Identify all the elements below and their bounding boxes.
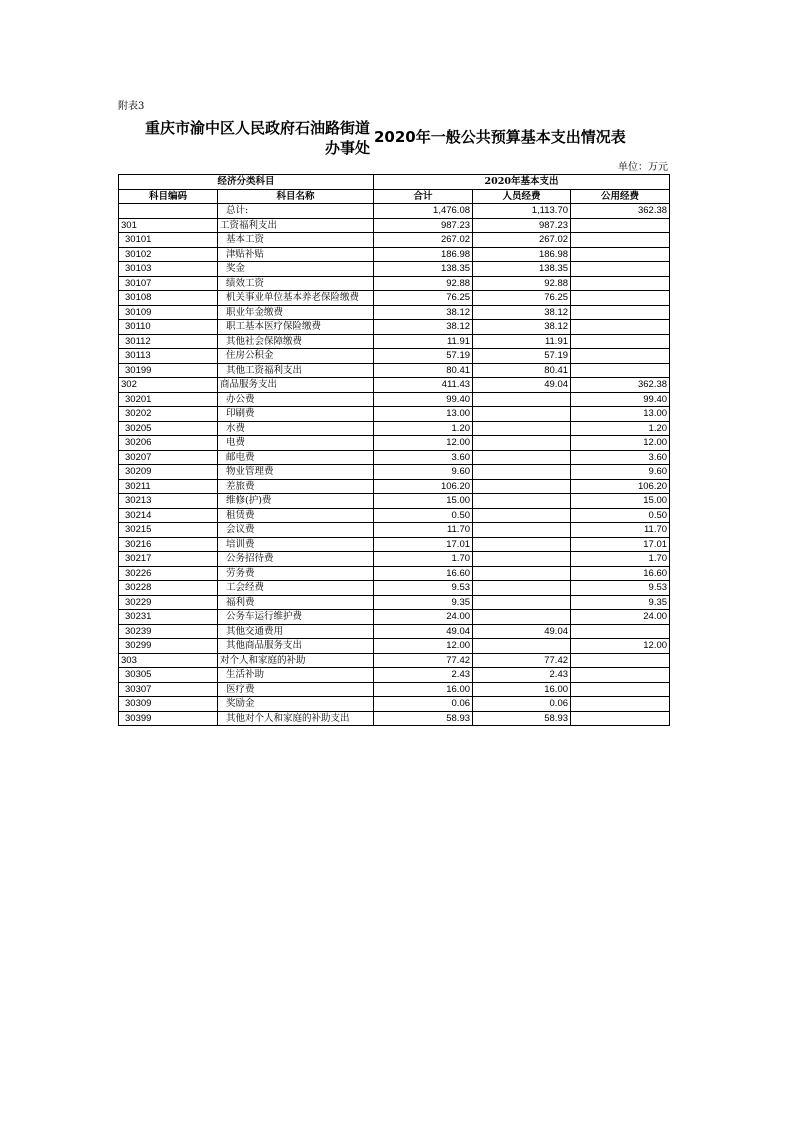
- document-title-org: [118, 118, 370, 158]
- cell-public: 3.60: [571, 450, 670, 465]
- cell-code: 30108: [119, 291, 218, 306]
- cell-personnel: [473, 566, 571, 581]
- cell-total: 411.43: [374, 378, 473, 393]
- cell-name: 工资福利支出: [218, 218, 374, 233]
- cell-personnel: 16.00: [473, 682, 571, 697]
- cell-name: 对个人和家庭的补助: [218, 653, 374, 668]
- cell-name: 其他工资福利支出: [218, 363, 374, 378]
- cell-name: 其他对个人和家庭的补助支出: [218, 711, 374, 726]
- cell-personnel: [473, 407, 571, 422]
- cell-public: 1.70: [571, 552, 670, 567]
- header-group-row: [119, 175, 670, 190]
- cell-code: 30217: [119, 552, 218, 567]
- cell-code: 30229: [119, 595, 218, 610]
- cell-total: 15.00: [374, 494, 473, 509]
- cell-public: [571, 334, 670, 349]
- cell-name: 职工基本医疗保险缴费: [218, 320, 374, 335]
- table-row: [119, 465, 670, 480]
- cell-personnel: [473, 581, 571, 596]
- cell-personnel: [473, 639, 571, 654]
- cell-public: [571, 305, 670, 320]
- cell-total: 16.00: [374, 682, 473, 697]
- cell-total: 76.25: [374, 291, 473, 306]
- cell-total: 0.50: [374, 508, 473, 523]
- cell-personnel: 77.42: [473, 653, 571, 668]
- unit-label: 单位：万元: [618, 162, 668, 173]
- cell-total: 80.41: [374, 363, 473, 378]
- cell-public: 24.00: [571, 610, 670, 625]
- cell-public: 12.00: [571, 639, 670, 654]
- cell-public: 99.40: [571, 392, 670, 407]
- cell-name: 绩效工资: [218, 276, 374, 291]
- table-row: [119, 378, 670, 393]
- cell-name: 公务招待费: [218, 552, 374, 567]
- cell-total: 11.70: [374, 523, 473, 538]
- cell-code: 30228: [119, 581, 218, 596]
- table-row: [119, 610, 670, 625]
- table-row: [119, 697, 670, 712]
- cell-name: 住房公积金: [218, 349, 374, 364]
- table-row: [119, 639, 670, 654]
- cell-total: 16.60: [374, 566, 473, 581]
- cell-public: [571, 363, 670, 378]
- cell-personnel: 11.91: [473, 334, 571, 349]
- cell-personnel: 49.04: [473, 378, 571, 393]
- cell-personnel: 57.19: [473, 349, 571, 364]
- table-row: [119, 494, 670, 509]
- table-row: [119, 262, 670, 277]
- cell-public: 16.60: [571, 566, 670, 581]
- cell-code: 30207: [119, 450, 218, 465]
- cell-code: 30211: [119, 479, 218, 494]
- cell-code: 30214: [119, 508, 218, 523]
- cell-total: 267.02: [374, 233, 473, 248]
- cell-name: 商品服务支出: [218, 378, 374, 393]
- table-row: [119, 508, 670, 523]
- table-row: [119, 349, 670, 364]
- cell-name: 维修(护)费: [218, 494, 374, 509]
- cell-total: 99.40: [374, 392, 473, 407]
- cell-public: [571, 668, 670, 683]
- cell-public: [571, 233, 670, 248]
- header-personnel: 人员经费: [473, 189, 571, 204]
- cell-name: 奖金: [218, 262, 374, 277]
- cell-name: 会议费: [218, 523, 374, 538]
- table-row: [119, 421, 670, 436]
- cell-code: 30199: [119, 363, 218, 378]
- cell-code: 30239: [119, 624, 218, 639]
- cell-personnel: 58.93: [473, 711, 571, 726]
- table-row: [119, 334, 670, 349]
- cell-code: 30209: [119, 465, 218, 480]
- cell-name: 其他社会保障缴费: [218, 334, 374, 349]
- cell-personnel: 0.06: [473, 697, 571, 712]
- table-row: [119, 363, 670, 378]
- cell-name: 培训费: [218, 537, 374, 552]
- cell-personnel: [473, 595, 571, 610]
- cell-personnel: [473, 421, 571, 436]
- cell-public: [571, 320, 670, 335]
- cell-code: 30307: [119, 682, 218, 697]
- cell-name: 办公费: [218, 392, 374, 407]
- cell-total: 9.35: [374, 595, 473, 610]
- table-row: [119, 233, 670, 248]
- cell-name: 医疗费: [218, 682, 374, 697]
- cell-total: 11.91: [374, 334, 473, 349]
- table-row: [119, 479, 670, 494]
- cell-personnel: 138.35: [473, 262, 571, 277]
- table-row: [119, 450, 670, 465]
- cell-total: 987.23: [374, 218, 473, 233]
- cell-total: 186.98: [374, 247, 473, 262]
- cell-name: 总计:: [218, 204, 374, 219]
- cell-public: 11.70: [571, 523, 670, 538]
- table-row: [119, 682, 670, 697]
- cell-personnel: 76.25: [473, 291, 571, 306]
- cell-code: 30112: [119, 334, 218, 349]
- cell-code: 30226: [119, 566, 218, 581]
- cell-personnel: 80.41: [473, 363, 571, 378]
- cell-name: 水费: [218, 421, 374, 436]
- cell-code: 30399: [119, 711, 218, 726]
- cell-total: 9.60: [374, 465, 473, 480]
- cell-public: [571, 291, 670, 306]
- cell-total: 49.04: [374, 624, 473, 639]
- cell-code: 30202: [119, 407, 218, 422]
- cell-public: 13.00: [571, 407, 670, 422]
- cell-personnel: 987.23: [473, 218, 571, 233]
- cell-personnel: [473, 537, 571, 552]
- cell-code: 30215: [119, 523, 218, 538]
- cell-personnel: [473, 479, 571, 494]
- cell-public: [571, 711, 670, 726]
- cell-personnel: [473, 436, 571, 451]
- cell-name: 其他交通费用: [218, 624, 374, 639]
- cell-code: 30206: [119, 436, 218, 451]
- cell-total: 12.00: [374, 639, 473, 654]
- table-row: [119, 291, 670, 306]
- cell-code: 30107: [119, 276, 218, 291]
- table-row: [119, 711, 670, 726]
- cell-name: 基本工资: [218, 233, 374, 248]
- cell-public: 17.01: [571, 537, 670, 552]
- cell-public: 9.60: [571, 465, 670, 480]
- cell-total: 106.20: [374, 479, 473, 494]
- budget-table: [118, 174, 670, 726]
- cell-name: 津贴补贴: [218, 247, 374, 262]
- cell-personnel: 1,113.70: [473, 204, 571, 219]
- table-row: [119, 581, 670, 596]
- table-row: [119, 392, 670, 407]
- cell-name: 物业管理费: [218, 465, 374, 480]
- cell-public: 1.20: [571, 421, 670, 436]
- cell-total: 92.88: [374, 276, 473, 291]
- table-row: [119, 537, 670, 552]
- table-row: [119, 566, 670, 581]
- table-row: [119, 218, 670, 233]
- table-row: [119, 320, 670, 335]
- cell-personnel: [473, 523, 571, 538]
- cell-total: 1.20: [374, 421, 473, 436]
- cell-personnel: 92.88: [473, 276, 571, 291]
- cell-total: 12.00: [374, 436, 473, 451]
- cell-code: 30113: [119, 349, 218, 364]
- cell-code: 30299: [119, 639, 218, 654]
- cell-total: 138.35: [374, 262, 473, 277]
- cell-code: 30102: [119, 247, 218, 262]
- cell-public: [571, 682, 670, 697]
- cell-public: 0.50: [571, 508, 670, 523]
- cell-name: 工会经费: [218, 581, 374, 596]
- table-row: [119, 595, 670, 610]
- cell-total: 9.53: [374, 581, 473, 596]
- cell-name: 差旅费: [218, 479, 374, 494]
- cell-name: 公务车运行维护费: [218, 610, 374, 625]
- table-row: [119, 552, 670, 567]
- cell-code: 302: [119, 378, 218, 393]
- attachment-label: 附表3: [118, 101, 145, 112]
- cell-total: 38.12: [374, 305, 473, 320]
- cell-public: 362.38: [571, 378, 670, 393]
- cell-name: 其他商品服务支出: [218, 639, 374, 654]
- cell-name: 生活补助: [218, 668, 374, 683]
- header-total: 合计: [374, 189, 473, 204]
- cell-name: 印刷费: [218, 407, 374, 422]
- cell-total: 3.60: [374, 450, 473, 465]
- cell-personnel: [473, 552, 571, 567]
- header-name: 科目名称: [218, 189, 374, 204]
- header-public: 公用经费: [571, 189, 670, 204]
- cell-total: 0.06: [374, 697, 473, 712]
- cell-total: 57.19: [374, 349, 473, 364]
- cell-name: 劳务费: [218, 566, 374, 581]
- cell-public: 15.00: [571, 494, 670, 509]
- table-row: [119, 247, 670, 262]
- cell-total: 38.12: [374, 320, 473, 335]
- cell-public: 106.20: [571, 479, 670, 494]
- cell-total: 58.93: [374, 711, 473, 726]
- cell-total: 77.42: [374, 653, 473, 668]
- cell-code: 30109: [119, 305, 218, 320]
- cell-public: [571, 247, 670, 262]
- cell-code: 30305: [119, 668, 218, 683]
- cell-name: 奖励金: [218, 697, 374, 712]
- table-row: [119, 624, 670, 639]
- header-economic-classification: 经济分类科目: [119, 175, 374, 190]
- cell-name: 租赁费: [218, 508, 374, 523]
- cell-public: 12.00: [571, 436, 670, 451]
- cell-code: 30101: [119, 233, 218, 248]
- cell-code: 30110: [119, 320, 218, 335]
- title-line-2: 办事处: [324, 139, 370, 157]
- cell-name: 福利费: [218, 595, 374, 610]
- cell-code: 30103: [119, 262, 218, 277]
- cell-public: [571, 262, 670, 277]
- cell-personnel: [473, 610, 571, 625]
- cell-personnel: 49.04: [473, 624, 571, 639]
- table-row: [119, 668, 670, 683]
- cell-personnel: 38.12: [473, 320, 571, 335]
- cell-total: 1,476.08: [374, 204, 473, 219]
- table-row: [119, 653, 670, 668]
- cell-code: 30231: [119, 610, 218, 625]
- cell-public: [571, 697, 670, 712]
- cell-public: [571, 276, 670, 291]
- table-row: [119, 436, 670, 451]
- cell-code: 30205: [119, 421, 218, 436]
- cell-total: 1.70: [374, 552, 473, 567]
- table-row: [119, 523, 670, 538]
- cell-code: 30213: [119, 494, 218, 509]
- cell-name: 电费: [218, 436, 374, 451]
- header-column-row: [119, 189, 670, 204]
- table-row: [119, 305, 670, 320]
- cell-name: 邮电费: [218, 450, 374, 465]
- title-line-1: 重庆市渝中区人民政府石油路街道: [144, 119, 370, 137]
- cell-personnel: [473, 392, 571, 407]
- cell-code: 301: [119, 218, 218, 233]
- cell-public: [571, 349, 670, 364]
- cell-public: 9.53: [571, 581, 670, 596]
- cell-total: 13.00: [374, 407, 473, 422]
- cell-public: [571, 624, 670, 639]
- cell-total: 17.01: [374, 537, 473, 552]
- cell-name: 职业年金缴费: [218, 305, 374, 320]
- cell-personnel: 38.12: [473, 305, 571, 320]
- cell-public: 9.35: [571, 595, 670, 610]
- cell-personnel: 2.43: [473, 668, 571, 683]
- table-row: [119, 276, 670, 291]
- cell-code: [119, 204, 218, 219]
- cell-total: 24.00: [374, 610, 473, 625]
- cell-personnel: 267.02: [473, 233, 571, 248]
- header-basic-expenditure: 2020年基本支出: [374, 175, 670, 190]
- cell-code: 30309: [119, 697, 218, 712]
- cell-name: 机关事业单位基本养老保险缴费: [218, 291, 374, 306]
- cell-total: 2.43: [374, 668, 473, 683]
- header-code: 科目编码: [119, 189, 218, 204]
- document-title: 2020年一般公共预算基本支出情况表: [374, 128, 626, 146]
- cell-personnel: 186.98: [473, 247, 571, 262]
- cell-public: [571, 218, 670, 233]
- cell-code: 303: [119, 653, 218, 668]
- table-row: [119, 407, 670, 422]
- cell-personnel: [473, 508, 571, 523]
- cell-code: 30201: [119, 392, 218, 407]
- table-row: [119, 204, 670, 219]
- cell-personnel: [473, 494, 571, 509]
- cell-personnel: [473, 450, 571, 465]
- cell-code: 30216: [119, 537, 218, 552]
- cell-public: 362.38: [571, 204, 670, 219]
- cell-personnel: [473, 465, 571, 480]
- cell-public: [571, 653, 670, 668]
